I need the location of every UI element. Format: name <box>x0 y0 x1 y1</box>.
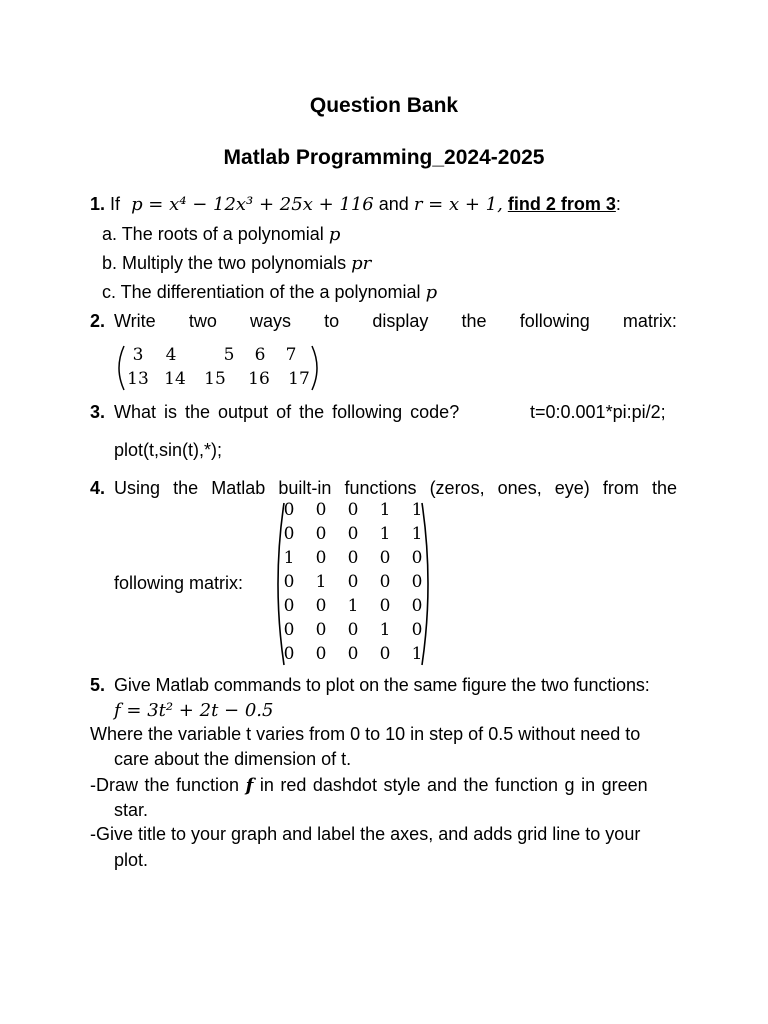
matrix-cell: 0 <box>379 596 391 616</box>
question-number: 3. <box>90 402 106 422</box>
item-text: c. The differentiation of the a polynomial <box>102 282 421 302</box>
matrix-cell: 1 <box>411 500 423 520</box>
matrix-cell: 0 <box>411 596 423 616</box>
question-4-label: following matrix: <box>114 573 244 593</box>
matrix-cell: 0 <box>283 596 295 616</box>
word: ways <box>250 311 292 331</box>
matrix-cell: 0 <box>347 572 359 592</box>
function-f: f <box>245 775 254 796</box>
word: two <box>188 311 217 331</box>
question-4-text <box>114 478 677 499</box>
matrix-cell: 14 <box>164 369 186 389</box>
question-number: 1. <box>90 194 106 214</box>
q1-item-b <box>102 253 371 274</box>
word: the <box>461 311 487 331</box>
matrix-cell: 17 <box>288 369 310 389</box>
word: matrix: <box>622 311 677 331</box>
matrix-cell: 0 <box>379 548 391 568</box>
matrix-cell: 0 <box>283 620 295 640</box>
matrix-cell: 0 <box>283 500 295 520</box>
instruction-find-2-from-3: find 2 from 3 <box>507 194 616 214</box>
q1-item-a <box>102 224 340 245</box>
question-4-number <box>90 478 105 499</box>
matrix-cell: 0 <box>379 572 391 592</box>
question-number: 2. <box>90 311 106 331</box>
word: following <box>519 311 590 331</box>
paragraph-2-line-2: star. <box>114 800 149 820</box>
item-var: p <box>328 224 341 245</box>
polynomial-p: p = x⁴ − 12x³ + 25x + 116 <box>131 194 374 215</box>
word: Write <box>114 311 156 331</box>
question-1-line <box>90 194 621 215</box>
matrix-cell: 1 <box>347 596 359 616</box>
matrix-cell: 0 <box>347 500 359 520</box>
paragraph-3-line-2: plot. <box>114 850 149 870</box>
word: Using <box>114 478 161 498</box>
matrix-cell: 13 <box>127 369 149 389</box>
word: functions <box>344 478 417 498</box>
course-title: Matlab Programming_2024-2025 <box>223 146 545 169</box>
question-2-text <box>114 311 677 332</box>
matrix-cell: 1 <box>315 572 327 592</box>
item-var: p <box>425 282 438 303</box>
question-3-number <box>90 402 105 423</box>
question-3-code-1: t=0:0.001*pi:pi/2; <box>530 402 666 422</box>
page-title: Question Bank <box>309 94 459 117</box>
matrix-cell: 1 <box>379 500 391 520</box>
matrix-cell: 0 <box>283 644 295 664</box>
paragraph-1-line-2: care about the dimension of t. <box>114 749 352 769</box>
question-number: 4. <box>90 478 106 498</box>
if-word: If <box>110 194 121 214</box>
matrix-cell: 0 <box>411 548 423 568</box>
matrix-cell: 4 <box>165 345 177 365</box>
matrix-cell: 1 <box>379 524 391 544</box>
question-number: 5. <box>90 675 106 695</box>
question-2-matrix <box>112 344 326 392</box>
question-3-text: What is the output of the following code? <box>114 402 460 422</box>
matrix-cell: 15 <box>204 369 226 389</box>
polynomial-r: r = x + 1, <box>413 194 503 215</box>
word: the <box>173 478 199 498</box>
matrix-cell: 0 <box>379 644 391 664</box>
matrix-cell: 6 <box>254 345 266 365</box>
matrix-cell: 0 <box>315 524 327 544</box>
matrix-cell: 3 <box>132 345 144 365</box>
text: in red dashdot style and the function g in green <box>259 775 648 795</box>
matrix-cell: 0 <box>315 620 327 640</box>
item-text: b. Multiply the two polynomials <box>102 253 347 273</box>
question-5-number <box>90 675 105 696</box>
text: -Draw the function <box>90 775 240 795</box>
q1-item-c <box>102 282 437 303</box>
question-5-equation: f = 3t² + 2t − 0.5 <box>114 700 274 721</box>
matrix-cell: 0 <box>347 620 359 640</box>
matrix-cell: 0 <box>347 644 359 664</box>
matrix-cell: 0 <box>411 572 423 592</box>
matrix-cell: 0 <box>315 500 327 520</box>
question-5-text: Give Matlab commands to plot on the same figure the two functions: <box>114 675 650 695</box>
word: from <box>602 478 639 498</box>
item-var: pr <box>351 253 372 274</box>
paragraph-1-line-1: Where the variable t varies from 0 to 10 in step of 0.5 without need to <box>90 724 641 744</box>
matrix-cell: 0 <box>315 548 327 568</box>
question-4-matrix <box>270 500 436 668</box>
paragraph-3-line-1: -Give title to your graph and label the axes, and adds grid line to your <box>90 824 641 844</box>
matrix-cell: 0 <box>347 524 359 544</box>
question-2-number <box>90 311 105 332</box>
matrix-cell: 1 <box>411 524 423 544</box>
matrix-cell: 1 <box>411 644 423 664</box>
matrix-cell: 0 <box>283 524 295 544</box>
matrix-cell: 16 <box>248 369 270 389</box>
matrix-cell: 0 <box>347 548 359 568</box>
word: built-in <box>278 478 332 498</box>
matrix-cell: 0 <box>315 644 327 664</box>
matrix-cell: 5 <box>223 345 235 365</box>
word: Matlab <box>211 478 266 498</box>
and-word: and <box>378 194 409 214</box>
matrix-cell: 7 <box>285 345 297 365</box>
paragraph-2-line-1 <box>90 775 648 796</box>
word: eye) <box>554 478 590 498</box>
matrix-cell: 1 <box>379 620 391 640</box>
matrix-cell: 0 <box>411 620 423 640</box>
word: ones, <box>497 478 542 498</box>
matrix-cell: 1 <box>283 548 295 568</box>
matrix-cell: 0 <box>315 596 327 616</box>
word: (zeros, <box>429 478 485 498</box>
word: to <box>324 311 340 331</box>
word: the <box>651 478 677 498</box>
word: display <box>372 311 429 331</box>
colon: : <box>615 194 621 214</box>
item-text: a. The roots of a polynomial <box>102 224 324 244</box>
matrix-cell: 0 <box>283 572 295 592</box>
question-3-code-2: plot(t,sin(t),*); <box>114 440 223 460</box>
